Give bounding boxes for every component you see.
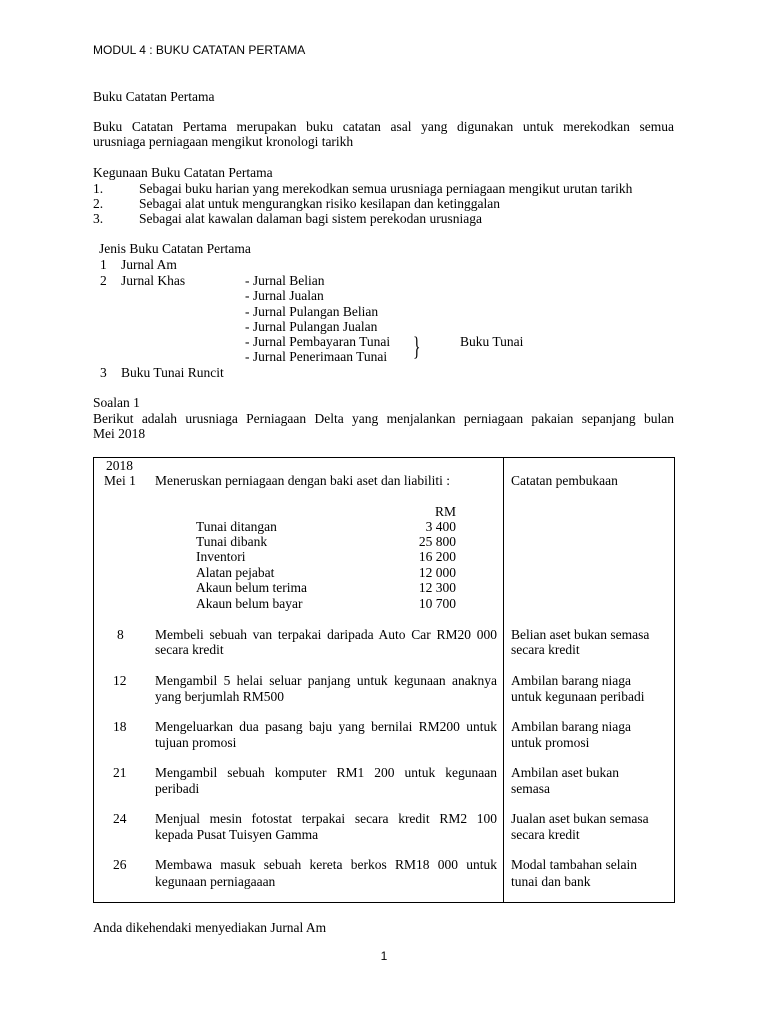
table-date: Mei 1: [104, 473, 136, 488]
balance-name: Inventori: [196, 549, 246, 564]
kegunaan-item: Sebagai alat untuk mengurangkan risiko kesilapan dan ketinggalan: [139, 196, 501, 211]
table-date: 24: [113, 811, 127, 826]
rm-label: RM: [434, 504, 456, 519]
table-year: 2018: [106, 458, 133, 473]
definition-line-2: urusniaga perniagaan mengikut kronologi tarikh: [93, 134, 354, 149]
table-description: Membeli sebuah van terpakai daripada Auto Car RM20 000: [155, 627, 497, 642]
page-header: MODUL 4 : BUKU CATATAN PERTAMA: [93, 43, 306, 57]
table-description: Mengeluarkan dua pasang baju yang bernilai RM200 untuk: [155, 719, 497, 734]
kegunaan-number: 3.: [93, 211, 104, 226]
section-title: Buku Catatan Pertama: [93, 89, 215, 104]
balance-amount: 3 400: [425, 519, 456, 534]
kegunaan-heading: Kegunaan Buku Catatan Pertama: [93, 165, 273, 180]
table-note: untuk kegunaan peribadi: [511, 689, 645, 704]
balance-name: Tunai dibank: [196, 534, 268, 549]
table-divider: [503, 457, 504, 903]
table-description: kegunaan perniagaaan: [155, 874, 276, 889]
jurnal-khas-sub: - Jurnal Pulangan Jualan: [245, 319, 378, 334]
table-description: peribadi: [155, 781, 200, 796]
table-description: kepada Pusat Tuisyen Gamma: [155, 827, 319, 842]
jenis-item: Jurnal Am: [121, 257, 177, 272]
table-date: 8: [117, 627, 124, 642]
table-date: 21: [113, 765, 127, 780]
jurnal-khas-sub: - Jurnal Pembayaran Tunai: [245, 334, 391, 349]
balance-amount: 10 700: [418, 596, 456, 611]
jurnal-khas-sub: - Jurnal Belian: [245, 273, 325, 288]
table-note: Modal tambahan selain: [511, 857, 637, 872]
right-brace: }: [413, 332, 421, 361]
balance-name: Tunai ditangan: [196, 519, 277, 534]
table-note: Ambilan aset bukan: [511, 765, 619, 780]
balance-amount: 25 800: [418, 534, 456, 549]
table-note: tunai dan bank: [511, 874, 591, 889]
kegunaan-item: Sebagai buku harian yang merekodkan semua urusniaga perniagaan mengikut urutan tarikh: [139, 181, 633, 196]
table-note: secara kredit: [511, 642, 580, 657]
jenis-item: Buku Tunai Runcit: [121, 365, 224, 380]
table-note: untuk promosi: [511, 735, 590, 750]
soalan-line-1: Berikut adalah urusniaga Perniagaan Delta yang menjalankan perniagaan pakaian sepanjang bulan: [93, 411, 674, 426]
table-note: Belian aset bukan semasa: [511, 627, 650, 642]
balance-amount: 12 300: [418, 580, 456, 595]
jurnal-khas-sub: - Jurnal Jualan: [245, 288, 324, 303]
table-date: 18: [113, 719, 127, 734]
page-number: 1: [380, 949, 388, 963]
table-description: Mengambil 5 helai seluar panjang untuk kegunaan anaknya: [155, 673, 497, 688]
table-date: 26: [113, 857, 127, 872]
table-description: Meneruskan perniagaan dengan baki aset dan liabiliti :: [155, 473, 451, 488]
balance-amount: 12 000: [418, 565, 456, 580]
buku-tunai-label: Buku Tunai: [460, 334, 524, 349]
balance-amount: 16 200: [418, 549, 456, 564]
table-description: tujuan promosi: [155, 735, 237, 750]
table-description: secara kredit: [155, 642, 224, 657]
table-note: Ambilan barang niaga: [511, 673, 631, 688]
jenis-heading: Jenis Buku Catatan Pertama: [99, 241, 251, 256]
jenis-number: 2: [100, 273, 107, 288]
balance-name: Alatan pejabat: [196, 565, 275, 580]
kegunaan-number: 2.: [93, 196, 104, 211]
balance-name: Akaun belum terima: [196, 580, 307, 595]
kegunaan-item: Sebagai alat kawalan dalaman bagi sistem perekodan urusniaga: [139, 211, 482, 226]
jenis-number: 1: [100, 257, 107, 272]
jenis-item: Jurnal Khas: [121, 273, 186, 288]
table-note: semasa: [511, 781, 550, 796]
table-note: Catatan pembukaan: [511, 473, 618, 488]
table-description: yang berjumlah RM500: [155, 689, 284, 704]
definition-line-1: Buku Catatan Pertama merupakan buku catatan asal yang digunakan untuk merekodkan semua: [93, 119, 674, 134]
jurnal-khas-sub: - Jurnal Pulangan Belian: [245, 304, 379, 319]
jurnal-khas-sub: - Jurnal Penerimaan Tunai: [245, 349, 388, 364]
kegunaan-number: 1.: [93, 181, 104, 196]
balance-name: Akaun belum bayar: [196, 596, 303, 611]
table-description: Menjual mesin fotostat terpakai secara kredit RM2 100: [155, 811, 497, 826]
table-note: secara kredit: [511, 827, 580, 842]
table-description: Mengambil sebuah komputer RM1 200 untuk kegunaan: [155, 765, 497, 780]
soalan-line-2: Mei 2018: [93, 426, 146, 441]
jenis-number: 3: [100, 365, 107, 380]
instruction-text: Anda dikehendaki menyediakan Jurnal Am: [93, 920, 327, 935]
table-note: Jualan aset bukan semasa: [511, 811, 649, 826]
soalan-heading: Soalan 1: [93, 395, 140, 410]
table-description: Membawa masuk sebuah kereta berkos RM18 000 untuk: [155, 857, 497, 872]
table-date: 12: [113, 673, 127, 688]
table-note: Ambilan barang niaga: [511, 719, 631, 734]
